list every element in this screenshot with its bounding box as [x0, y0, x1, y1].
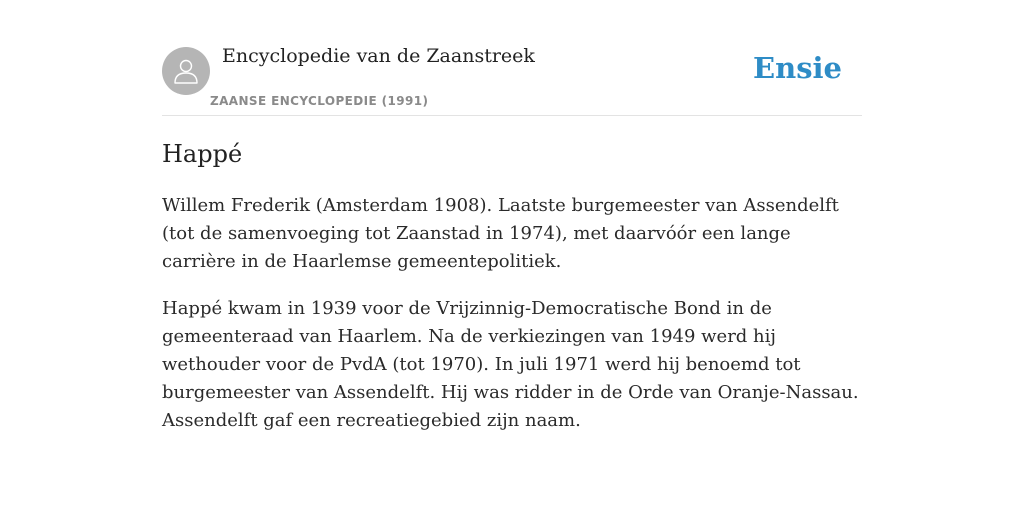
entry-card	[162, 0, 862, 431]
entry-title: Happé	[162, 140, 243, 168]
avatar[interactable]	[162, 47, 210, 95]
brand-logo[interactable]: Ensie	[753, 51, 842, 85]
user-silhouette-icon	[171, 56, 201, 86]
source-title[interactable]: Encyclopedie van de Zaanstreek	[222, 45, 535, 67]
entry-paragraph: Willem Frederik (Amsterdam 1908). Laatste burgemeester van Assendelft (tot de samenvoeging tot Zaanstad in 1974), met daarvóór een lange carrière in de Haarlemse gemeentepolitiek.	[162, 195, 839, 272]
source-subtitle[interactable]: ZAANSE ENCYCLOPEDIE (1991)	[210, 94, 429, 108]
entry-header	[162, 0, 862, 116]
entry-paragraph: Happé kwam in 1939 voor de Vrijzinnig-Democratische Bond in de gemeenteraad van Haarlem. Na de verkiezingen van 1949 werd hij wethouder voor de PvdA (tot 1970). In juli 1971 werd hij benoemd tot burgemeester van Assendelft. Hij was ridder in de Orde van Oranje-Nassau. Assendelft gaf een recreatiegebied zijn naam.	[162, 298, 859, 431]
